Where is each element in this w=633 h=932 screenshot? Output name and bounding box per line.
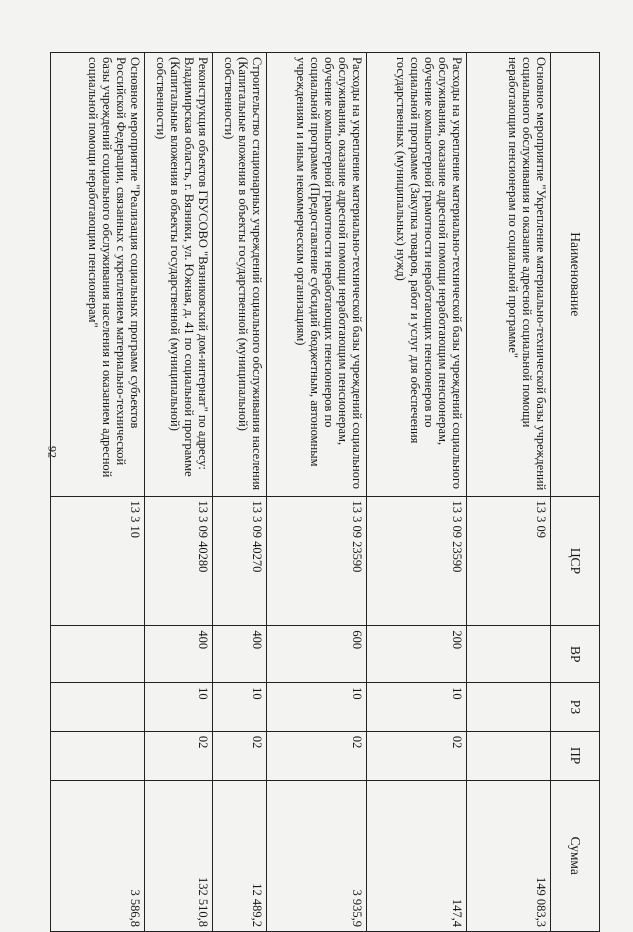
row-sum: 12 489,2 <box>213 780 267 932</box>
row-pr: 02 <box>145 731 213 780</box>
row-vr: 600 <box>267 626 367 683</box>
table-row <box>467 53 551 932</box>
row-csr: 13 3 09 40270 <box>213 496 267 626</box>
row-rz: 10 <box>367 683 467 732</box>
row-name: Расходы на укрепление материально-технической базы учреждений социального обслуживания, оказание адресной помощи неработающим пенсионерам, обучение компьютерной грамотности неработающих пенсионеров по социальной программе (Закупка товаров, работ и услуг для обеспечения государственных (муниципальных) нужд) <box>367 53 467 497</box>
row-pr: 02 <box>213 731 267 780</box>
row-name: Расходы на укрепление материально-технической базы учреждений социального обслуживания, оказание адресной помощи неработающим пенсионерам, обучение компьютерной грамотности неработающих пенсионеров по социальной программе (Предоставление субсидий бюджетным, автономным учреждениям и иным некоммерческим организациям) <box>267 53 367 497</box>
header-name: Наименование <box>551 53 600 497</box>
table-row <box>145 53 213 932</box>
row-rz: 10 <box>213 683 267 732</box>
row-name: Строительство стационарных учреждений социального обслуживания населения (Капитальные вложения в объекты государственной (муниципальной) собственности) <box>213 53 267 497</box>
row-vr: 400 <box>213 626 267 683</box>
header-csr: ЦСР <box>551 496 600 626</box>
row-csr: 13 3 10 <box>51 496 145 626</box>
row-sum: 132 510,8 <box>145 780 213 932</box>
row-name: Реконструкция объектов ГБУСОВО "Вязниковский дом-интернат" по адресу: Владимирская область, г. Вязники, ул. Южная, д. 41 по социальной программе (Капитальные вложения в объекты государственной (муниципальной) собственности) <box>145 53 213 497</box>
table-row <box>367 53 467 932</box>
row-csr: 13 3 09 <box>467 496 551 626</box>
row-sum: 149 083,3 <box>467 780 551 932</box>
row-vr: 200 <box>367 626 467 683</box>
row-rz <box>51 683 145 732</box>
row-rz <box>467 683 551 732</box>
budget-table <box>50 52 600 932</box>
row-csr: 13 3 09 40280 <box>145 496 213 626</box>
row-csr: 13 3 09 23590 <box>267 496 367 626</box>
row-name: Основное мероприятие "Реализация социальных программ субъектов Российской Федерации, связанных с укреплением материально-технической базы учреждений социального обслуживания населения и оказанием адресной социальной помощи неработающим пенсионерам" <box>51 53 145 497</box>
row-pr: 02 <box>367 731 467 780</box>
row-sum: 147,4 <box>367 780 467 932</box>
row-csr: 13 3 09 23590 <box>367 496 467 626</box>
row-pr: 02 <box>267 731 367 780</box>
page-number: 92 <box>45 446 60 458</box>
table-row <box>51 53 145 932</box>
header-vr: ВР <box>551 626 600 683</box>
row-pr <box>467 731 551 780</box>
row-pr <box>51 731 145 780</box>
row-vr <box>51 626 145 683</box>
header-sum: Сумма <box>551 780 600 932</box>
row-vr <box>467 626 551 683</box>
row-sum: 3 586,8 <box>51 780 145 932</box>
table-row <box>213 53 267 932</box>
rotated-table-container <box>86 52 600 932</box>
table-row <box>267 53 367 932</box>
header-rz: РЗ <box>551 683 600 732</box>
header-pr: ПР <box>551 731 600 780</box>
row-sum: 3 935,9 <box>267 780 367 932</box>
row-name: Основное мероприятие "Укрепление материально-технической базы учреждений социального обслуживания и оказание адресной социальной помощи неработающим пенсионерам по социальной программе" <box>467 53 551 497</box>
row-vr: 400 <box>145 626 213 683</box>
row-rz: 10 <box>267 683 367 732</box>
table-header-row <box>551 53 600 932</box>
row-rz: 10 <box>145 683 213 732</box>
